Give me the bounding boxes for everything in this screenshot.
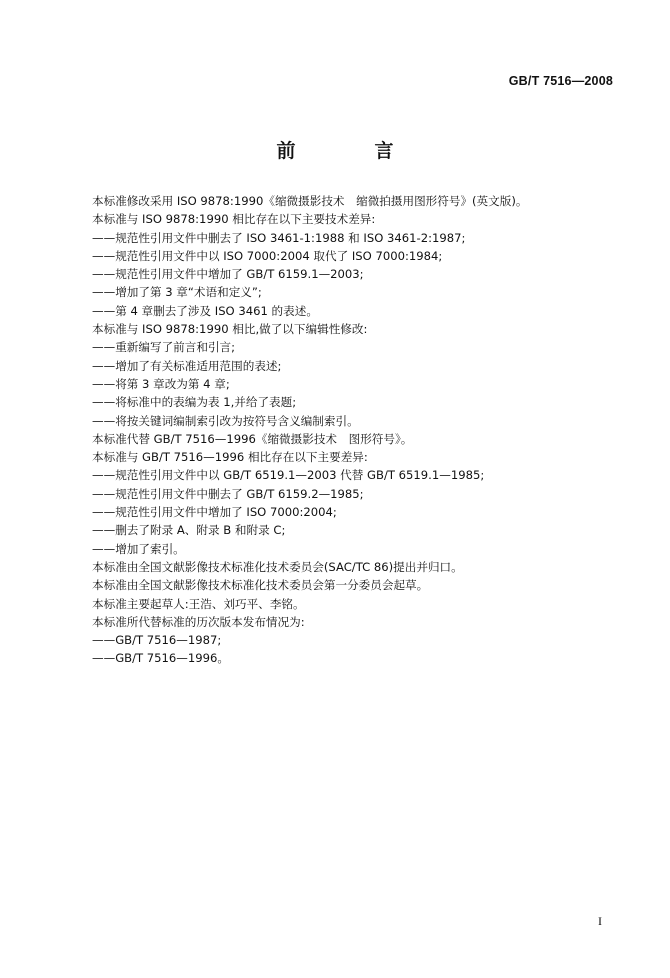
text-line: ——第 4 章删去了涉及 ISO 3461 的表述。 — [92, 303, 318, 318]
text-line: ——重新编写了前言和引言; — [92, 340, 236, 355]
text-line: ——规范性引用文件中以 ISO 7000:2004 取代了 ISO 7000:1984; — [92, 248, 443, 263]
text-line: 本标准由全国文献影像技术标准化技术委员会(SAC/TC 86)提出并归口。 — [92, 559, 463, 574]
text-line: ——规范性引用文件中以 GB/T 6519.1—2003 代替 GB/T 6519.1—1985; — [92, 468, 485, 483]
text-line: ——删去了附录 A、附录 B 和附录 C; — [92, 523, 286, 538]
text-line: 本标准所代替标准的历次版本发布情况为: — [92, 614, 305, 629]
text-line: ——增加了第 3 章“术语和定义”; — [92, 285, 262, 300]
text-line: 本标准主要起草人:王浩、刘巧平、李铭。 — [92, 596, 305, 611]
text-line: ——增加了索引。 — [92, 541, 185, 556]
text-line: ——将标准中的表编为表 1,并给了表题; — [92, 395, 297, 410]
text-line: 本标准与 GB/T 7516—1996 相比存在以下主要差异: — [92, 450, 368, 465]
text-line: ——将按关键词编制索引改为按符号含义编制索引。 — [92, 413, 359, 428]
text-line: ——规范性引用文件中删去了 ISO 3461-1:1988 和 ISO 3461-2:1987; — [92, 230, 466, 245]
text-line: ——将第 3 章改为第 4 章; — [92, 376, 230, 391]
text-line: 本标准与 ISO 9878:1990 相比存在以下主要技术差异: — [92, 212, 376, 227]
text-line: ——规范性引用文件中增加了 GB/T 6159.1—2003; — [92, 267, 364, 282]
text-line: 本标准由全国文献影像技术标准化技术委员会第一分委员会起草。 — [92, 578, 429, 593]
text-line: 本标准修改采用 ISO 9878:1990《缩微摄影技术 缩微拍摄用图形符号》(英文版)。 — [92, 194, 528, 208]
text-line: ——GB/T 7516—1996。 — [92, 651, 229, 666]
text-line: 本标准代替 GB/T 7516—1996《缩微摄影技术 图形符号》。 — [92, 431, 413, 446]
text-line: ——GB/T 7516—1987; — [92, 633, 222, 648]
page-number: I — [598, 914, 602, 928]
text-line: 本标准与 ISO 9878:1990 相比,做了以下编辑性修改: — [92, 322, 368, 337]
text-line: ——规范性引用文件中删去了 GB/T 6159.2—1985; — [92, 486, 364, 501]
foreword-body — [92, 192, 612, 668]
text-line: ——增加了有关标准适用范围的表述; — [92, 358, 282, 373]
text-line: ——规范性引用文件中增加了 ISO 7000:2004; — [92, 505, 337, 520]
page-title: 前 言 — [276, 140, 424, 162]
standard-code: GB/T 7516—2008 — [508, 74, 613, 88]
